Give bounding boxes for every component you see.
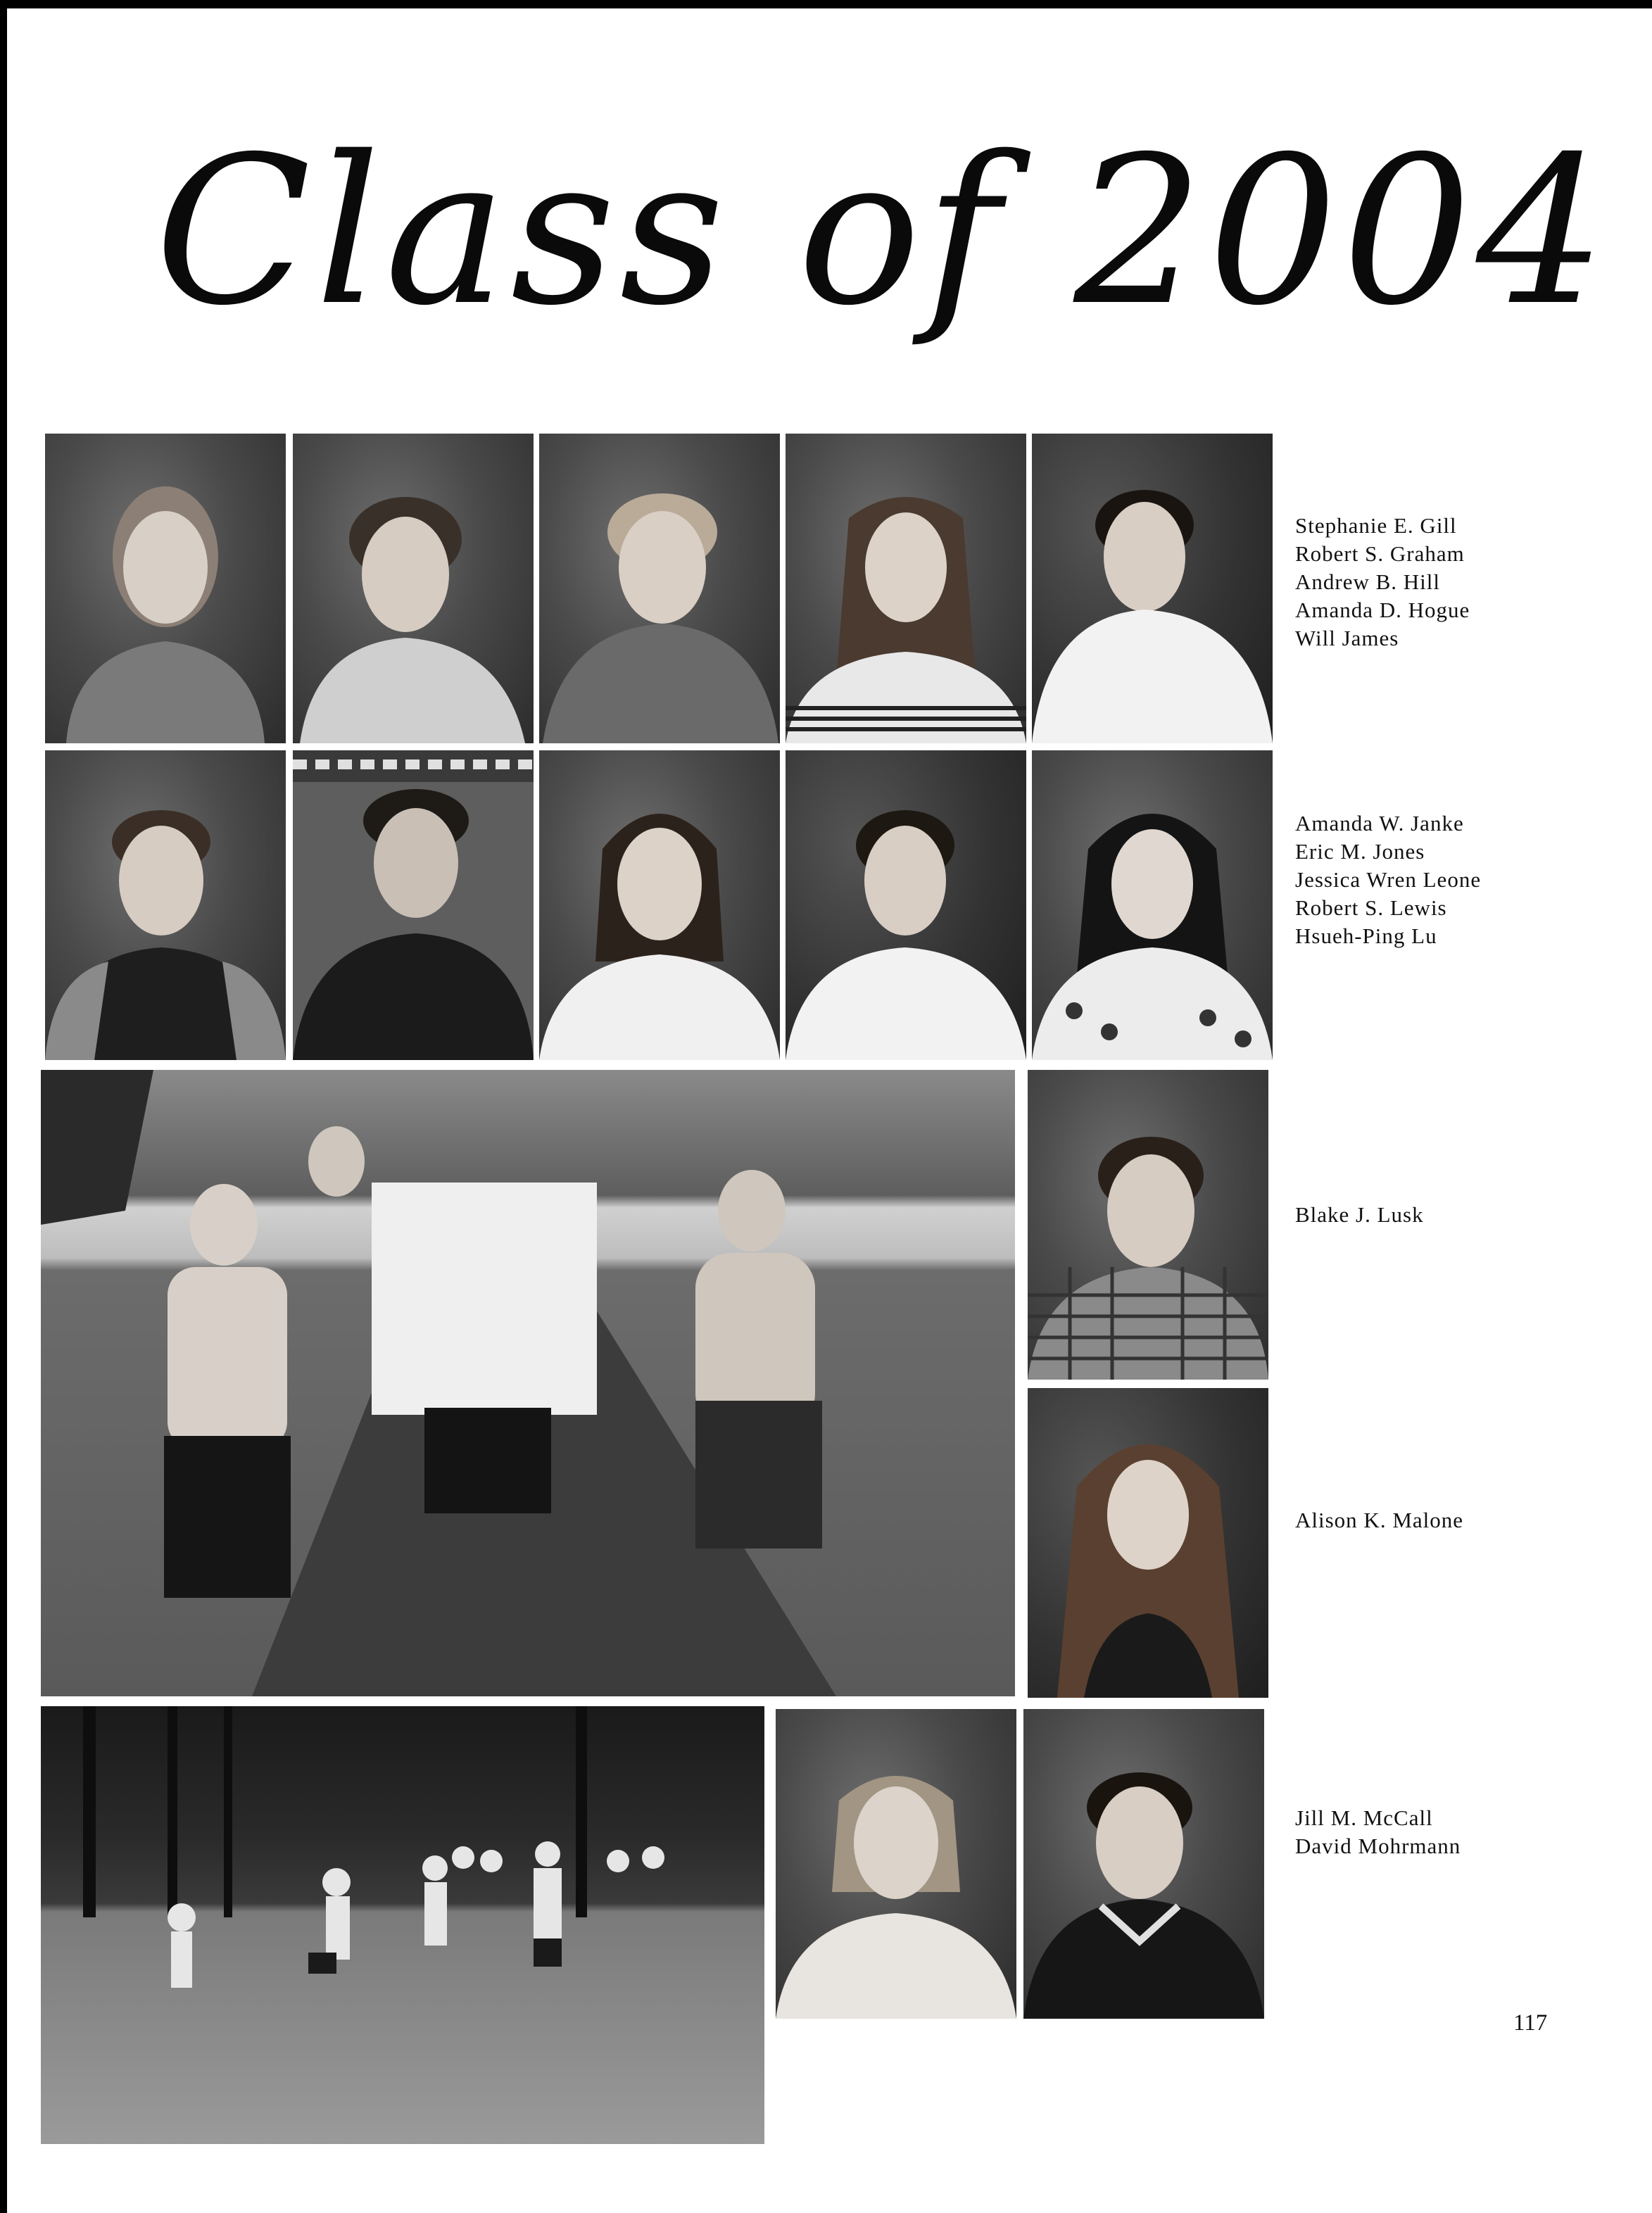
student-name: Jill M. McCall [1295,1805,1433,1830]
student-name: Eric M. Jones [1295,839,1425,864]
student-name: Jessica Wren Leone [1295,867,1482,892]
portrait-photo [1028,1388,1268,1698]
student-name: Amanda D. Hogue [1295,598,1470,622]
student-name: Will James [1295,626,1399,650]
page-top-border [0,0,1652,8]
portrait-photo [776,1709,1016,2019]
name-list [1295,512,1470,652]
name-list [1295,809,1481,950]
student-name: Stephanie E. Gill [1295,513,1457,538]
portrait-photo [786,750,1026,1060]
student-name: Amanda W. Janke [1295,811,1464,836]
portrait-photo [1023,1709,1264,2019]
name-list [1295,1201,1424,1229]
student-name: Hsueh-Ping Lu [1295,923,1437,948]
page-title: Class of 2004 [155,113,1610,351]
candid-photo-playing [41,1706,764,2144]
portrait-photo [45,750,286,1060]
portrait-photo [786,434,1026,743]
page-left-border [0,0,7,2213]
portrait-photo [1032,434,1273,743]
portrait-photo [45,434,286,743]
portrait-photo [1028,1070,1268,1380]
student-name: Robert S. Graham [1295,541,1465,566]
page-number: 117 [1513,2010,1548,2036]
portrait-photo [539,434,780,743]
candid-photo-walking [41,1070,1015,1696]
name-list [1295,1506,1463,1534]
student-name: Blake J. Lusk [1295,1202,1424,1227]
name-list [1295,1804,1461,1860]
portrait-photo [1032,750,1273,1060]
portrait-photo [293,750,534,1060]
portrait-photo [539,750,780,1060]
student-name: David Mohrmann [1295,1834,1461,1858]
student-name: Alison K. Malone [1295,1508,1464,1532]
student-name: Andrew B. Hill [1295,569,1441,594]
portrait-photo [293,434,534,743]
student-name: Robert S. Lewis [1295,895,1447,920]
